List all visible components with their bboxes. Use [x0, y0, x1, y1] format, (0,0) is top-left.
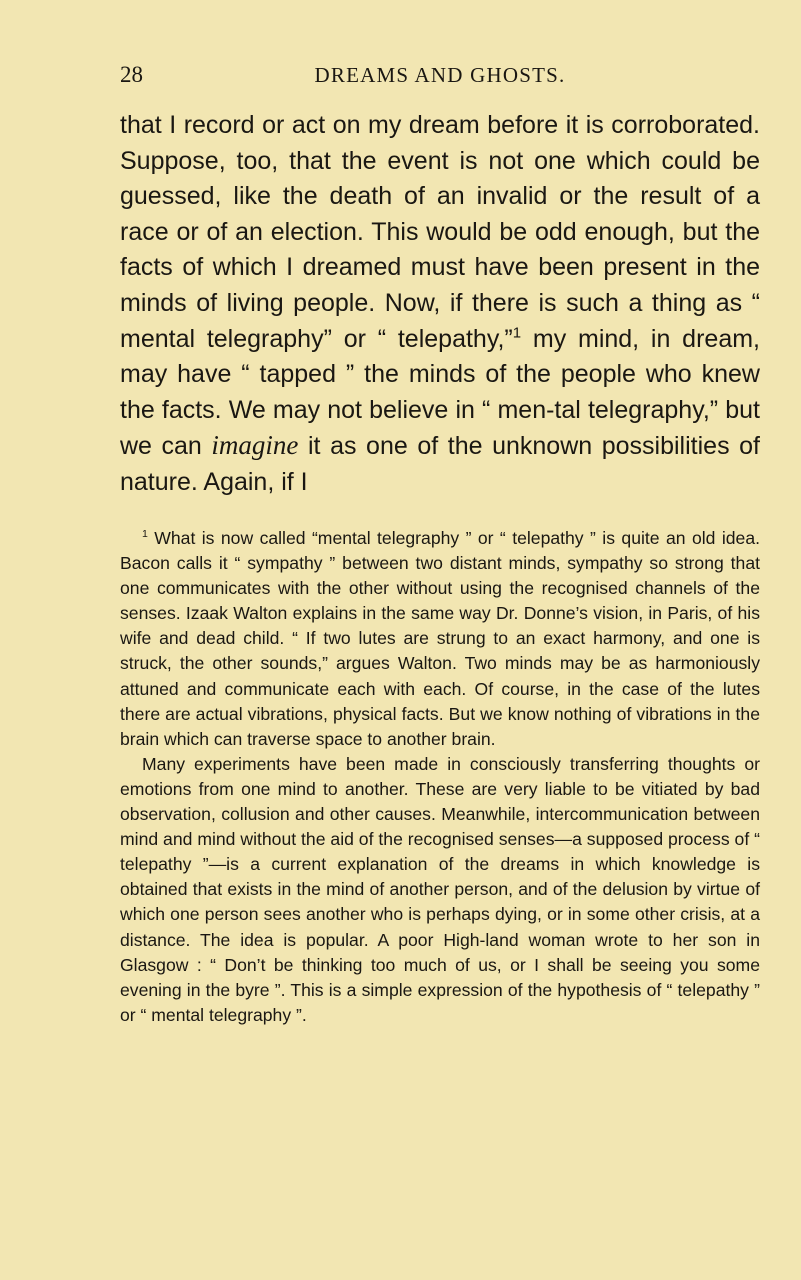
main-text-segment-3: it as one of the unknown possibilities of nature. Again, if I	[120, 432, 760, 496]
footnote-marker: 1	[142, 528, 148, 541]
footnote-paragraph-1	[120, 526, 760, 752]
footnote-reference: 1	[512, 324, 522, 342]
page-number: 28	[120, 62, 143, 87]
footnote-block	[120, 526, 760, 1028]
main-text	[120, 108, 760, 501]
emphasized-word: imagine	[211, 430, 299, 461]
footnote-text-1: What is now called “mental telegraphy ” or “ telepathy ” is quite an old idea. Bacon calls it “ sympathy ” between two distant minds, sympathy so strong that one communicates with the other without using the recognised channels of the senses. Izaak Walton explains in the same way Dr. Donne’s vision, in Paris, of his wife and dead child. “ If two lutes are strung to an exact harmony, and one is struck, the other sounds,” argues Walton. Two minds may be as harmoniously attuned and communicate each with each. Of course, in the case of the lutes there are actual vibrations, physical facts. But we know nothing of vibrations in the brain which can traverse space to another brain.	[120, 528, 760, 749]
page-header	[120, 62, 760, 96]
main-text-segment-2: my mind, in dream, may have “ tapped ” the minds of the people who knew the facts. We may not believe in “ men-tal telegraphy,” but we can	[120, 324, 760, 461]
footnote-paragraph-2: Many experiments have been made in consciously transferring thoughts or emotions from one mind to another. These are very liable to be vitiated by bad observation, collusion and other causes. Meanwhile, intercommunication between mind and mind without the aid of the recognised senses—a supposed process of “ telepathy ”—is a current explanation of the dreams in which knowledge is obtained that exists in the mind of another person, and of the delusion by virtue of which one person sees another who is perhaps dying, or in some other crisis, at a distance. The idea is popular. A poor High-land woman wrote to her son in Glasgow : “ Don’t be thinking too much of us, or I shall be seeing you some evening in the byre ”. This is a simple expression of the hypothesis of “ telepathy ” or “ mental telegraphy ”.	[120, 753, 760, 1025]
main-paragraph	[120, 108, 760, 501]
main-text-segment-1: that I record or act on my dream before it is corroborated. Suppose, too, that the event is not one which could be guessed, like the death of an invalid or the result of a race or of an election. This would be odd enough, but the facts of which I dreamed must have been present in the minds of living people. Now, if there is such a thing as “ mental telegraphy” or “ telepathy,”	[120, 111, 760, 353]
running-title: DREAMS AND GHOSTS.	[314, 63, 566, 87]
